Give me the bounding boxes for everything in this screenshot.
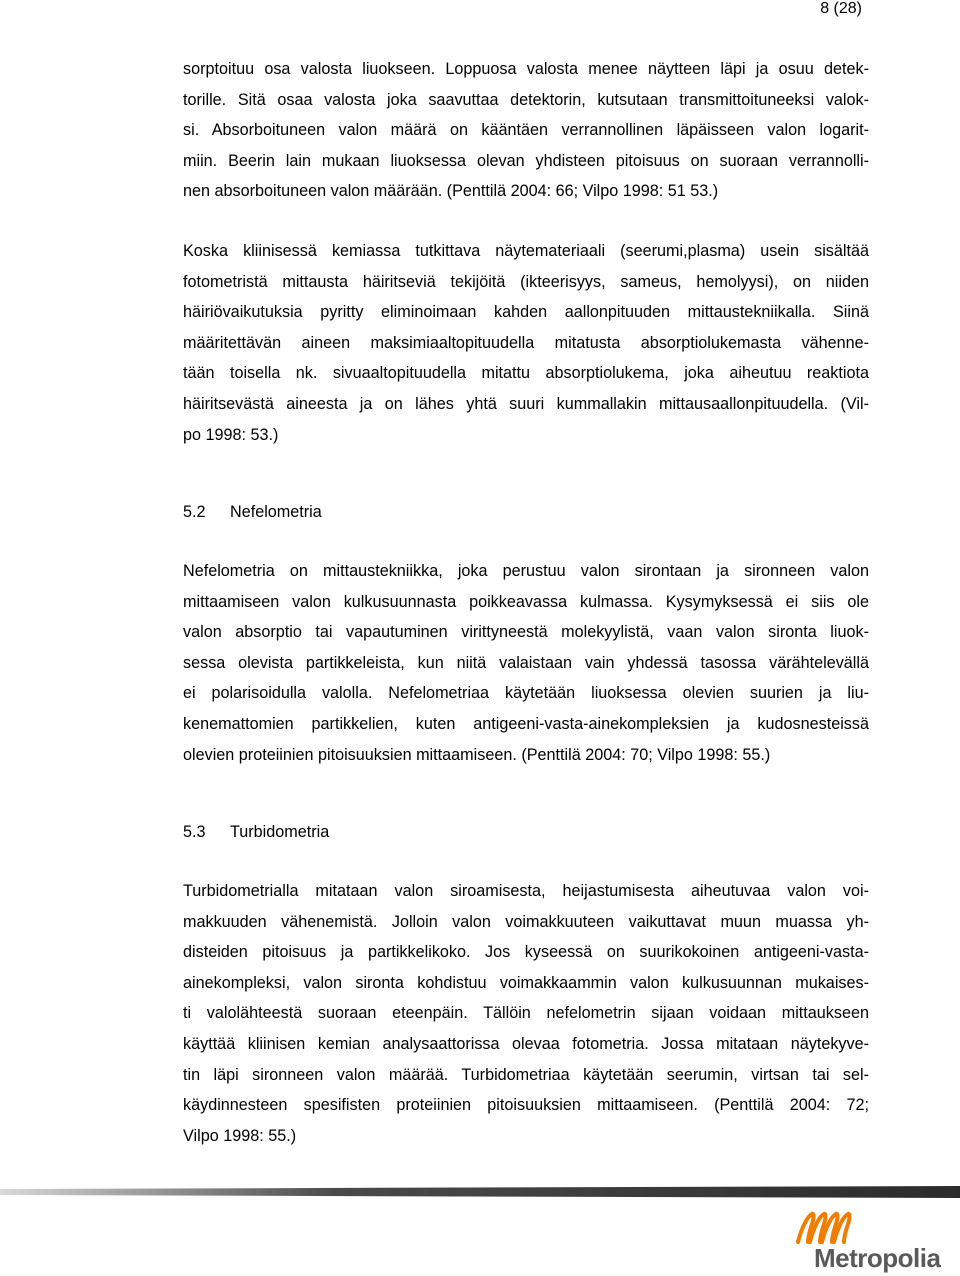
- text-line: si. Absorboituneen valon määrä on kääntäen verrannollinen läpäisseen valon logarit-: [183, 121, 869, 140]
- text-line: määritettävän aineen maksimiaaltopituudella mitatusta absorptiolukemasta vähenne-: [183, 333, 869, 352]
- text-line: tään toisella nk. sivuaaltopituudella mitattu absorptiolukema, joka aiheutuu reaktiota: [183, 364, 869, 383]
- text-line: sorptoituu osa valosta liuokseen. Loppuosa valosta menee näytteen läpi ja osuu detek-: [183, 60, 869, 78]
- section-number: 5.2: [183, 503, 206, 521]
- text-line: nen absorboituneen valon määrään. (Penttilä 2004: 66; Vilpo 1998: 51 53.): [183, 182, 719, 201]
- footer-logo-text: Metropolia: [814, 1243, 941, 1273]
- text-line: makkuuden vähenemistä. Jolloin valon voimakkuuteen vaikuttavat muun muassa yh-: [183, 912, 869, 931]
- text-line: fotometristä mittausta häiritseviä tekijöitä (ikteerisyys, sameus, hemolyysi), on niiden: [183, 272, 869, 291]
- paragraph-clinical-chemistry: [183, 236, 869, 450]
- section-title: Nefelometria: [230, 503, 322, 521]
- text-line: olevien proteiinien pitoisuuksien mittaamiseen. (Penttilä 2004: 70; Vilpo 1998: 55.): [183, 745, 771, 764]
- paragraph-turbidometria: [183, 876, 869, 1151]
- text-line: ainekompleksi, valon sironta kohdistuu voimakkaammin valon kulkusuunnan mukaises-: [183, 973, 869, 992]
- text-line: torille. Sitä osaa valosta joka saavuttaa detektorin, kutsutaan transmittoituneeksi valok-: [183, 90, 869, 109]
- text-line: ei polarisoidulla valolla. Nefelometriaa käytetään liuoksessa olevien suurien ja liu-: [183, 684, 869, 703]
- text-line: käyttää kliinisen kemian analysaattorissa olevaa fotometria. Jossa mitataan näytekyve-: [183, 1034, 869, 1053]
- section-number: 5.3: [183, 823, 206, 841]
- text-line: häiritsevästä aineesta ja on lähes yhtä suuri kummallakin mittausaallonpituudella. (Vil-: [183, 394, 869, 413]
- text-line: tin läpi sironneen valon määrää. Turbidometriaa käytetään seerumin, virtsan tai sel-: [183, 1065, 869, 1084]
- section-heading-turbidometria: [183, 822, 329, 842]
- paragraph-nefelometria: [183, 556, 869, 770]
- text-line: mittaamiseen valon kulkusuunnasta poikkeavassa kulmassa. Kysymyksessä ei siis ole: [183, 592, 869, 611]
- text-line: po 1998: 53.): [183, 425, 279, 444]
- text-line: häiriövaikutuksia pyritty eliminoimaan kahden aallonpituuden mittaustekniikalla. Siinä: [183, 303, 869, 322]
- text-line: Vilpo 1998: 55.): [183, 1126, 297, 1145]
- text-line: valon absorptio tai vapautuminen virittyneestä molekyylistä, vaan valon sironta liuok-: [183, 623, 869, 642]
- paragraph-absorption: [183, 54, 869, 207]
- text-line: disteiden pitoisuus ja partikkelikoko. Jos kyseessä on suurikokoinen antigeeni-vasta-: [183, 943, 869, 962]
- text-line: Nefelometria on mittaustekniikka, joka perustuu valon sirontaan ja sironneen valon: [183, 562, 869, 580]
- text-line: ti valolähteestä suoraan eteenpäin. Tällöin nefelometrin sijaan voidaan mittaukseen: [183, 1004, 869, 1023]
- page-number: 8 (28): [820, 0, 862, 17]
- text-line: Turbidometrialla mitataan valon siroamisesta, heijastumisesta aiheutuvaa valon voi-: [183, 882, 869, 900]
- text-line: käydinnesteen spesifisten proteiinien pitoisuuksien mittaamiseen. (Penttilä 2004: 72;: [183, 1096, 869, 1115]
- footer-bar: [0, 1186, 960, 1198]
- section-title: Turbidometria: [230, 823, 330, 841]
- text-line: miin. Beerin lain mukaan liuoksessa olevan yhdisteen pitoisuus on suoraan verrannolli-: [183, 151, 869, 170]
- text-line: sessa olevista partikkeleista, kun niitä valaistaan vain yhdessä tasossa värähtelevällä: [183, 653, 869, 672]
- section-heading-nefelometria: [183, 502, 322, 522]
- text-line: kenemattomien partikkelien, kuten antigeeni-vasta-ainekompleksien ja kudosnesteissä: [183, 714, 869, 733]
- text-line: Koska kliinisessä kemiassa tutkittava näytemateriaali (seerumi,plasma) usein sisältää: [183, 242, 869, 260]
